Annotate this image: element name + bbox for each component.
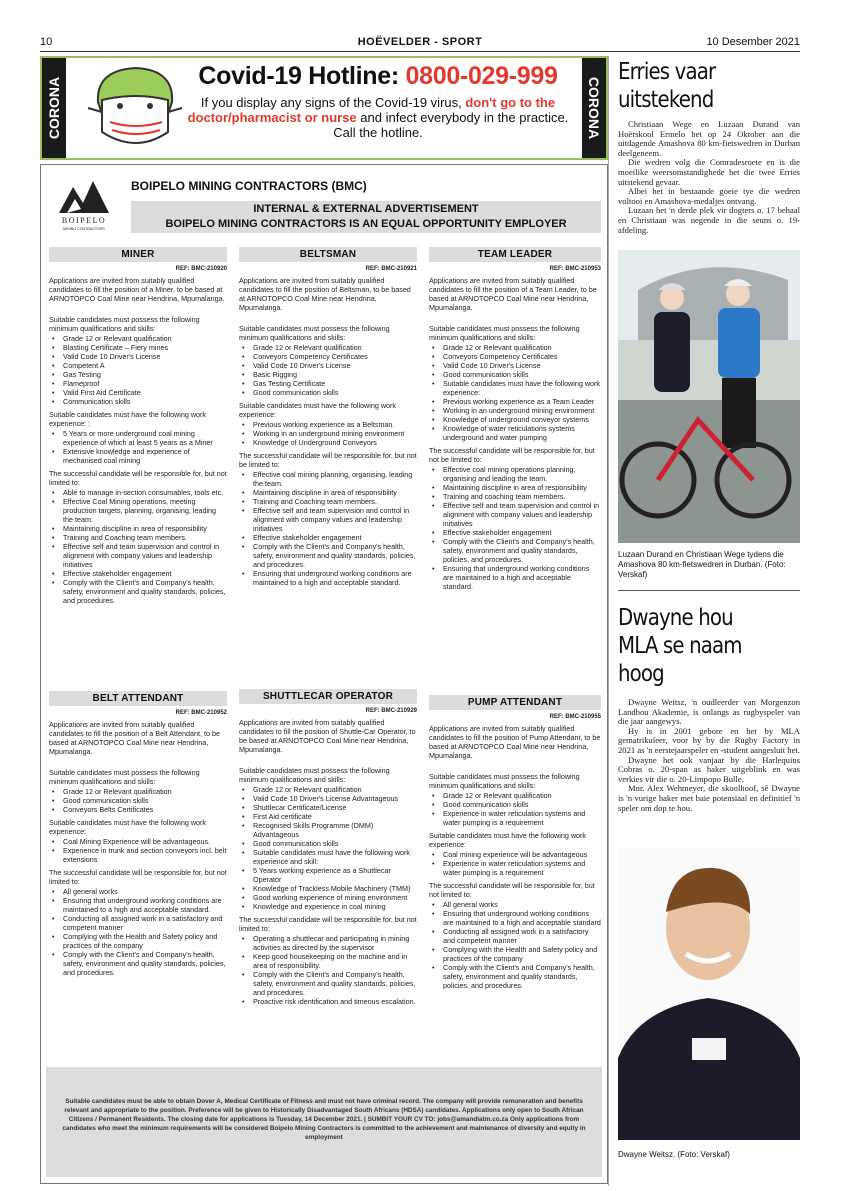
- list-item: • First Aid certificate: [239, 812, 417, 821]
- list-item: • Effective stakeholder engagement: [239, 533, 417, 542]
- list-item: • Comply with the Client's and Company's health, safety, environment and quality standards, policies, and procedures.: [429, 537, 601, 564]
- article-headline: Dwayne hou MLA se naam hoog: [618, 605, 742, 687]
- list-item: • Able to manage in-section consumables, tools etc.: [49, 488, 227, 497]
- list-item: • Valid Code 10 Driver's License: [239, 361, 417, 370]
- job-reference: REF: BMC-210953: [549, 266, 601, 272]
- hotline-text: [172, 62, 584, 140]
- job-reference: REF: BMC-210929: [365, 708, 417, 714]
- list-item: • Good working experience of mining environment: [239, 893, 417, 902]
- responsibilities-heading: The successful candidate will be responsible for, but not limited to:: [429, 881, 595, 899]
- list-item: • Conveyors Competency Certificates: [239, 352, 417, 361]
- list-item: • Experience in water reticulation systems and water pumping is a requirement: [429, 809, 601, 827]
- list-item: • Grade 12 or Relevant qualification: [429, 791, 601, 800]
- min-requirements-heading: Suitable candidates must possess the following minimum qualifications and skills:: [239, 324, 390, 342]
- experience-list: [49, 837, 227, 864]
- list-item: • Operating a shuttlecar and participating in mining activities as directed by the supervisor: [239, 934, 417, 952]
- list-item: • Valid Code 10 Driver's License: [49, 352, 227, 361]
- list-item: • Grade 12 or Relevant qualification: [49, 334, 227, 343]
- ad-subheading: INTERNAL & EXTERNAL ADVERTISEMENT BOIPELO MINING CONTRACTORS IS AN EQUAL OPPORTUNITY EMPLOYER: [131, 201, 601, 233]
- corona-side-label-left: CORONA: [42, 58, 66, 158]
- responsibilities-list: [49, 488, 227, 605]
- list-item: • Working in an underground mining environment: [239, 429, 417, 438]
- list-item: • Extensive knowledge and experience of mechanised coal mining: [49, 447, 227, 465]
- column-divider: [608, 56, 609, 1186]
- min-requirements-heading: Suitable candidates must possess the following minimum qualifications and skills:: [49, 768, 200, 786]
- job-posting: [49, 247, 227, 609]
- job-advertisement: [40, 164, 608, 1184]
- list-item: • Knowledge of Underground Conveyors: [239, 438, 417, 447]
- company-name: BOIPELO MINING CONTRACTORS (BMC): [131, 179, 367, 193]
- job-title: SHUTTLECAR OPERATOR: [239, 689, 417, 704]
- responsibilities-list: [239, 470, 417, 587]
- list-item: • Experience in trunk and section conveyors incl. belt extensions: [49, 846, 227, 864]
- list-item: • Suitable candidates must have the following work experience:: [429, 379, 601, 397]
- list-item: • Working in an underground mining environment: [429, 406, 601, 415]
- list-item: • Training and Coaching team members.: [239, 497, 417, 506]
- boipelo-logo: [53, 173, 115, 235]
- list-item: • Comply with the Client's and Company's health, safety, environment and quality standards, policies, and procedures.: [49, 578, 227, 605]
- list-item: • Previous working experience as a Beltsman.: [239, 420, 417, 429]
- list-item: • Communication skills: [49, 397, 227, 406]
- article-erries: [618, 58, 800, 235]
- job-intro: Applications are invited from suitably qualified candidates to fill the position of a Miner, to be based at ARNOTOPCO Coal Mine near Hendrina, Mpumalanga.: [49, 276, 225, 303]
- list-item: • Recognised Skills Programme (DMM) Advantageous: [239, 821, 417, 839]
- article-dwayne: [618, 604, 800, 813]
- issue-date: 10 Desember 2021: [706, 36, 800, 48]
- list-item: • Good communication skills: [429, 370, 601, 379]
- list-item: • Grade 12 or Relevant qualification: [49, 787, 227, 796]
- list-item: • Grade 12 or Relevant qualification: [239, 343, 417, 352]
- min-requirements-heading: Suitable candidates must possess the following minimum qualifications and skills:: [49, 315, 200, 333]
- experience-heading: Suitable candidates must have the following work experience: :: [49, 410, 207, 428]
- job-title: MINER: [49, 247, 227, 262]
- list-item: • Grade 12 or Relevant qualification: [429, 343, 601, 352]
- responsibilities-list: [239, 934, 417, 1006]
- min-requirements-list: [429, 791, 601, 827]
- list-item: • Maintaining discipline in area of responsibility: [429, 483, 601, 492]
- list-item: • Comply with the Client's and Company's health, safety, environment and quality standards, policies, and procedures.: [429, 963, 601, 990]
- list-item: • Effective stakeholder engagement: [49, 569, 227, 578]
- list-item: • Valid Code 10 Driver's License: [429, 361, 601, 370]
- job-title: BELT ATTENDANT: [49, 691, 227, 706]
- list-item: • Good communication skills: [49, 796, 227, 805]
- job-reference: REF: BMC-210955: [549, 714, 601, 720]
- list-item: • Conducting all assigned work in a satisfactory and competent manner: [49, 914, 227, 932]
- job-intro: Applications are invited from suitably qualified candidates to fill the position of Shuttle-Car Operator, to be based at ARNOTOPCO Coal Mine near Hendrina, Mpumalanga.: [239, 718, 416, 754]
- job-posting: [239, 689, 417, 1010]
- list-item: • Good communication skills: [239, 839, 417, 848]
- article-headline: Erries vaar uitstekend: [618, 59, 716, 113]
- list-item: • Good communication skills: [239, 388, 417, 397]
- list-item: • Proactive risk identification and timeous escalation.: [239, 997, 417, 1006]
- list-item: • Valid Code 10 Driver's License Advantageous: [239, 794, 417, 803]
- list-item: • All general works: [49, 887, 227, 896]
- list-item: • Ensuring that underground working conditions are maintained to a high and acceptable standard.: [49, 896, 227, 914]
- list-item: • Ensuring that underground working conditions are maintained to a high and acceptable standard.: [239, 569, 417, 587]
- experience-list: [239, 420, 417, 447]
- article-body: Christiaan Wege en Luzaan Durand van Hoërskool Ermelo het op 24 Oktober aan die uitdagende Amashova 80 km-fietswedren in Durban deelgeneem. Die wedren volg die Comradesroete en is die moeilike weersomstandighede het die twee Erries uitstekend gevaar. Albei het in bestaande goeie tye die wedren voltooi en Amashova-medaljes ontvang. Luzaan het 'n derde plek vir dogters o. 17 behaal en Christiaan was negende in die seuns o. 19-afdeling.: [618, 119, 800, 235]
- list-item: • Maintaining discipline in area of responsibility: [49, 524, 227, 533]
- list-item: • Effective coal mining planning, organising, leading the team.: [239, 470, 417, 488]
- list-item: • 5 Years or more underground coal mining experience of which at least 5 years as a Miner: [49, 429, 227, 447]
- list-item: • Grade 12 or Relevant qualification: [239, 785, 417, 794]
- section-title: HOËVELDER - SPORT: [357, 36, 483, 48]
- list-item: • Effective self and team supervision and control in alignment with company values and leadership initiatives: [239, 506, 417, 533]
- list-item: • Coal mining experience will be advantageous: [429, 850, 601, 859]
- list-item: • Shuttlecar Certificate/License: [239, 803, 417, 812]
- responsibilities-list: [429, 900, 601, 990]
- list-item: • Experience in water reticulation systems and water pumping is a requirement: [429, 859, 601, 877]
- list-item: • Previous working experience as a Team Leader: [429, 397, 601, 406]
- list-item: • Conveyors Belts Certificates: [49, 805, 227, 814]
- experience-heading: Suitable candidates must have the following work experience:: [49, 818, 207, 836]
- list-item: • Blasting Certificate – Fiery mines: [49, 343, 227, 352]
- ad-footer: Suitable candidates must be able to obtain Dover A, Medical Certificate of Fitness and must not have criminal record. The company will provide remuneration and benefits relevant and appropriate to the position. Preference will be given to Historically Disadvantaged South Africans (HDSA) candidates. Applications only open to South African Citizens / Permanent Residents. The closing date for applications is Tuesday, 14 December 2021. | SUMBIT YOUR CV TO: jobs@amandlatm.co.za Only applications from candidates who meet the minimum requirements will be considered Boipelo Mining Contractors is committed to the achievement and maintenance of diversity and equity in employment: [46, 1067, 602, 1177]
- list-item: • Comply with the Client's and Company's health, safety, environment and quality standards, policies, and procedures.: [239, 970, 417, 997]
- list-item: • Knowledge of underground conveyor systems: [429, 415, 601, 424]
- min-requirements-list: [239, 343, 417, 397]
- experience-list: [49, 429, 227, 465]
- job-intro: Applications are invited from suitably qualified candidates to fill the position of Pump Attendant, to be based at ARNOTOPCO Coal Mine near Hendrina, Mpumalanga.: [429, 724, 601, 760]
- responsibilities-heading: The successful candidate will be responsible for, but not limited to:: [49, 868, 227, 886]
- logo-subtitle: MINING CONTRACTORS: [63, 227, 105, 231]
- job-intro: Applications are invited from suitably qualified candidates to fill the position of a Team Leader, to be based at ARNOTOPCO Coal Mine near Hendrina, Mpumalanga.: [429, 276, 597, 312]
- page-header: [40, 36, 800, 50]
- job-posting: [49, 691, 227, 981]
- list-item: • Coal Mining Experience will be advantageous.: [49, 837, 227, 846]
- covid-hotline-banner: [40, 56, 608, 160]
- job-posting: [429, 247, 601, 595]
- hotline-number: 0800-029-999: [405, 62, 558, 90]
- list-item: • Good communication skills: [429, 800, 601, 809]
- corona-side-label-right: CORONA: [582, 58, 606, 158]
- list-item: • Effective self and team supervision and control in alignment with company values and leadership initiatives: [49, 542, 227, 569]
- photo-caption: Dwayne Weitsz. (Foto: Verskaf): [618, 1150, 730, 1159]
- list-item: • Effective stakeholder engagement: [429, 528, 601, 537]
- list-item: • Keep good housekeeping on the machine and in area of responsibility.: [239, 952, 417, 970]
- min-requirements-list: [49, 334, 227, 406]
- experience-heading: Suitable candidates must have the following work experience:: [429, 831, 587, 849]
- job-reference: REF: BMC-210920: [175, 266, 227, 272]
- page-number: 10: [40, 36, 53, 48]
- list-item: • Knowledge and experience in coal mining: [239, 902, 417, 911]
- job-reference: REF: BMC-210921: [365, 266, 417, 272]
- list-item: • Training and Coaching team members.: [49, 533, 227, 542]
- min-requirements-heading: Suitable candidates must possess the following minimum qualifications and skills:: [239, 766, 390, 784]
- responsibilities-heading: The successful candidate will be responsible for, but not be limited to:: [429, 446, 595, 464]
- player-portrait-photo: [618, 848, 800, 1140]
- list-item: • Knowledge of Trackless Mobile Machinery (TMM): [239, 884, 417, 893]
- min-requirements-list: [239, 785, 417, 911]
- job-reference: REF: BMC-210952: [175, 710, 227, 716]
- list-item: • Complying with the Health and Safety policy and practices of the company: [429, 945, 601, 963]
- job-intro: Applications are invited from suitably qualified candidates to fill the position of a Belt Attendant, to be based at ARNOTOPCO Coal Mine near Hendrina, Mpumalanga.: [49, 720, 221, 756]
- experience-list: [429, 850, 601, 877]
- hotline-title: Covid-19 Hotline: 0800-029-999: [198, 62, 558, 90]
- article-separator: [618, 590, 800, 591]
- list-item: • Comply with the Client's and Company's health, safety, environment and quality standards, policies, and procedures.: [239, 542, 417, 569]
- job-title: TEAM LEADER: [429, 247, 601, 262]
- list-item: • Gas Testing: [49, 370, 227, 379]
- job-title: PUMP ATTENDANT: [429, 695, 601, 710]
- list-item: • Maintaining discipline in area of responsibility: [239, 488, 417, 497]
- article-body: Dwayne Weitsz, 'n oudleerder van Morgenzon Landbou Akademie, is onlangs as rugbyspeler van die jaar aangewys. Hy is in 2001 gebore en het by MLA gematrikuleer, voor hy by die Rugby Factory in 2021 as 'n eerstejaarspeler en -student aangesluit het. Dwayne het ook vanjaar by die Harlequins Cobras o. 20-span as haker uitgeblink en was verkies vir die o. 20-Limpopo Bulle. Mnr. Alex Wehmeyer, die skoolhoof, sê Dwayne is 'n vurige haker met baie potensiaal en definitief 'n speler om dop te hou.: [618, 697, 800, 813]
- min-requirements-heading: Suitable candidates must possess the following minimum qualifications and skills:: [429, 324, 580, 342]
- min-requirements-list: [49, 787, 227, 814]
- list-item: • Ensuring that underground working conditions are maintained to a high and acceptable standard: [429, 909, 601, 927]
- header-rule: [40, 51, 800, 52]
- list-item: • Ensuring that underground working conditions are maintained to a high and acceptable standard.: [429, 564, 601, 591]
- list-item: • All general works: [429, 900, 601, 909]
- list-item: • Valid First Aid Certificate: [49, 388, 227, 397]
- list-item: • Suitable candidates must have the following work experience and skill:: [239, 848, 417, 866]
- list-item: • Flameproof: [49, 379, 227, 388]
- list-item: • Training and coaching team members.: [429, 492, 601, 501]
- hotline-message: If you display any signs of the Covid-19 virus, don't go to the doctor/pharmacist or nurse and infect everybody in the practice. Call the hotline.: [187, 95, 569, 140]
- list-item: • Competent A: [49, 361, 227, 370]
- min-requirements-heading: Suitable candidates must possess the following minimum qualifications and skills:: [429, 772, 580, 790]
- list-item: • Effective coal mining operations planning, organising and leading the team.: [429, 465, 601, 483]
- job-posting: [239, 247, 417, 591]
- job-posting: [429, 695, 601, 994]
- min-requirements-list: [429, 343, 601, 442]
- responsibilities-list: [49, 887, 227, 977]
- list-item: • Conveyors Competency Certificates: [429, 352, 601, 361]
- experience-heading: Suitable candidates must have the following work experience:: [239, 401, 397, 419]
- list-item: • Comply with the Client's and Company's health, safety, environment and quality standards, policies, and procedures.: [49, 950, 227, 977]
- list-item: • 5 Years working experience as a Shuttlecar Operator: [239, 866, 417, 884]
- list-item: • Knowledge of water reticulations systems underground and water pumping: [429, 424, 601, 442]
- photo-caption: Luzaan Durand en Christiaan Wege tydens die Amashova 80 km-fietswedren in Durban. (Foto: Verskaf): [618, 550, 786, 579]
- list-item: • Conducting all assigned work in a satisfactory and competent manner: [429, 927, 601, 945]
- cyclists-photo: [618, 250, 800, 543]
- list-item: • Effective Coal Mining operations, meeting production targets, planning, organising, leading the team.: [49, 497, 227, 524]
- job-title: BELTSMAN: [239, 247, 417, 262]
- list-item: • Effective self and team supervision and control in alignment with company values and leadership initiatives: [429, 501, 601, 528]
- job-intro: Applications are invited from suitably qualified candidates to fill the position of Beltsman, to be based at ARNOTOPCO Coal Mine near Hendrina, Mpumalanga.: [239, 276, 411, 312]
- responsibilities-list: [429, 465, 601, 591]
- list-item: • Complying with the Health and Safety policy and practices of the company: [49, 932, 227, 950]
- list-item: • Basic Rigging: [239, 370, 417, 379]
- list-item: • Gas Testing Certificate: [239, 379, 417, 388]
- responsibilities-heading: The successful candidate will be responsible for, but not limited to:: [49, 469, 227, 487]
- responsibilities-heading: The successful candidate will be responsible for, but not be limited to:: [239, 451, 417, 469]
- logo-name: BOIPELO: [61, 216, 107, 225]
- responsibilities-heading: The successful candidate will be responsible for, but not limited to:: [239, 915, 417, 933]
